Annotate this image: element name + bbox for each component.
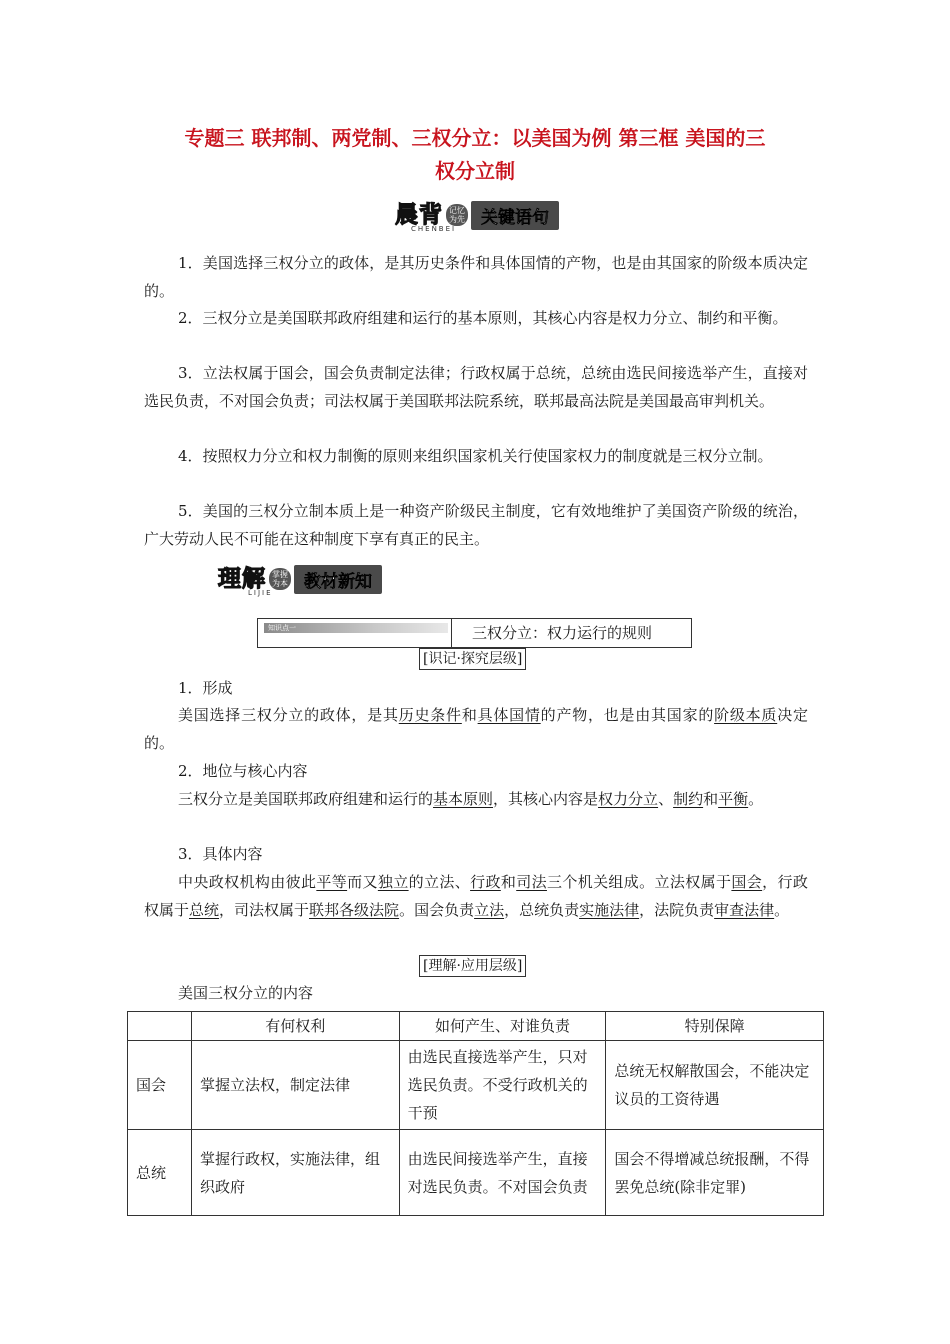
banner-badge: 记忆为先 [446, 204, 468, 226]
banner-pinyin: CHENBEI [411, 225, 457, 233]
table-cell: 总统无权解散国会，不能决定议员的工资待遇 [606, 1041, 824, 1130]
table-cell: 由选民间接选举产生，直接对选民负责。不对国会负责 [399, 1130, 606, 1216]
banner-main-text: 晨背 [395, 202, 443, 228]
table-row [128, 1041, 824, 1130]
banner-bar-text: 教材新知 [294, 565, 382, 594]
table-header: 特别保障 [606, 1012, 824, 1041]
key-sentence-1: 1．美国选择三权分立的政体，是其历史条件和具体国情的产物，也是由其国家的阶级本质决定的。 [144, 254, 808, 300]
level-label-recall: [识记·探究层级] [419, 648, 526, 670]
knowledge-point-tag: 知识点一 [264, 623, 448, 633]
powers-table [127, 1011, 824, 1216]
key-sentence-4: 4．按照权力分立和权力制衡的原则来组织国家机关行使国家权力的制度就是三权分立制。 [178, 447, 773, 465]
banner-bar-text: 关键语句 [471, 201, 559, 230]
table-header-row [128, 1012, 824, 1041]
table-header: 如何产生、对谁负责 [399, 1012, 606, 1041]
table-cell: 掌握行政权，实施法律，组织政府 [191, 1130, 399, 1216]
table-header: 有何权利 [191, 1012, 399, 1041]
table-cell: 由选民直接选举产生，只对选民负责。不受行政机关的干预 [399, 1041, 606, 1130]
section-text-1: 美国选择三权分立的政体，是其历史条件和具体国情的产物，也是由其国家的阶级本质决定的。 [144, 706, 808, 752]
section-banner-chenbei [385, 197, 615, 233]
table-cell: 国会不得增减总统报酬，不得罢免总统(除非定罪) [606, 1130, 824, 1216]
document-title-line-2: 权分立制 [435, 159, 515, 183]
key-sentence-2: 2．三权分立是美国联邦政府组建和运行的基本原则，其核心内容是权力分立、制约和平衡。 [178, 309, 788, 327]
table-cell: 国会 [128, 1041, 192, 1130]
table-row [128, 1130, 824, 1216]
banner-pinyin: LIJIE [248, 589, 273, 597]
table-cell: 总统 [128, 1130, 192, 1216]
section-heading-1: 1．形成 [178, 679, 233, 697]
table-caption: 美国三权分立的内容 [178, 984, 314, 1002]
section-banner-lijie [200, 561, 412, 597]
section-heading-2: 2．地位与核心内容 [178, 762, 308, 780]
banner-main-text: 理解 [218, 566, 266, 592]
key-sentence-3: 3．立法权属于国会，国会负责制定法律；行政权属于总统，总统由选民间接选举产生，直接对选民负责，不对国会负责；司法权属于美国联邦法院系统，联邦最高法院是美国最高审判机关。 [144, 364, 808, 410]
level-label-apply: [理解·应用层级] [419, 955, 526, 977]
table-header [128, 1012, 192, 1041]
section-heading-3: 3．具体内容 [178, 845, 263, 863]
knowledge-point-box [257, 618, 692, 648]
document-title-line-1: 专题三 联邦制、两党制、三权分立：以美国为例 第三框 美国的三 [184, 126, 766, 150]
key-sentence-5: 5．美国的三权分立制本质上是一种资产阶级民主制度，它有效地维护了美国资产阶级的统治，广大劳动人民不可能在这种制度下享有真正的民主。 [144, 502, 808, 548]
knowledge-point-title: 三权分立：权力运行的规则 [472, 624, 653, 642]
banner-badge: 掌握为本 [269, 568, 291, 590]
section-text-3: 中央政权机构由彼此平等而又独立的立法、行政和司法三个机关组成。立法权属于国会，行政权属于总统，司法权属于联邦各级法院。国会负责立法，总统负责实施法律，法院负责审查法律。 [144, 873, 808, 919]
section-text-2: 三权分立是美国联邦政府组建和运行的基本原则，其核心内容是权力分立、制约和平衡。 [178, 790, 764, 808]
table-cell: 掌握立法权，制定法律 [191, 1041, 399, 1130]
